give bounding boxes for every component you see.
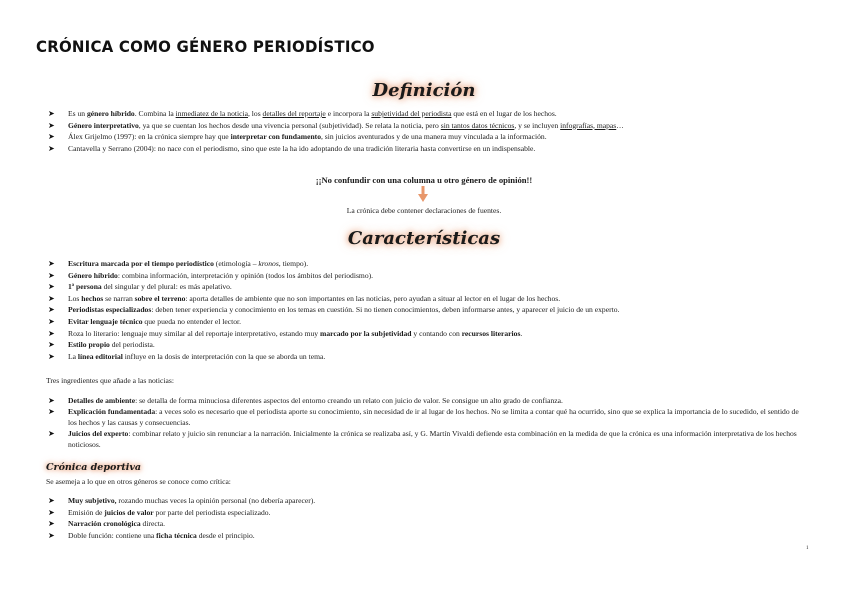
list-item: ➤ 1ª persona del singular y del plural: es más apelativo. xyxy=(48,282,232,292)
list-item: ➤ Es un género híbrido. Combina la inmediatez de la noticia, los detalles del reportaje e incorpora la subjetividad del periodista que está en el lugar de los hechos. xyxy=(48,109,557,118)
bullet-arrow-icon: ➤ xyxy=(48,407,55,416)
bullet-arrow-icon: ➤ xyxy=(48,351,55,361)
bullet-arrow-icon: ➤ xyxy=(48,496,55,505)
warning-text: ¡¡No confundir con una columna u otro género de opinión!! xyxy=(315,175,533,185)
bullet-arrow-icon: ➤ xyxy=(48,340,55,350)
caracteristicas-list xyxy=(46,258,806,362)
list-item: ➤ Roza lo literario: lenguaje muy similar al del reportaje interpretativo, estando muy marcado por la subjetividad y contando con recursos literarios. xyxy=(48,328,523,338)
list-item: ➤ La línea editorial influye en la dosis de interpretación con la que se aborda un tema. xyxy=(48,351,326,361)
list-item: ➤ Los hechos se narran sobre el terreno: aporta detalles de ambiente que no son importantes en las noticias, pero ayudan a situar al lector en el lugar de los hechos. xyxy=(48,293,561,303)
bullet-arrow-icon: ➤ xyxy=(48,507,55,517)
bullet-arrow-icon: ➤ xyxy=(48,259,55,268)
section-heading-caracteristicas-text: Características xyxy=(347,228,501,249)
bullet-arrow-icon: ➤ xyxy=(48,132,55,142)
bullet-arrow-icon: ➤ xyxy=(48,519,55,529)
note-text: La crónica debe contener declaraciones de fuentes. xyxy=(346,206,502,215)
list-item: ➤ Género interpretativo, ya que se cuentan los hechos desde una vivencia personal (subjetividad). Se relata la noticia, pero sin tantos datos técnicos, y se incluyen infografías, mapas… xyxy=(48,120,624,130)
list-item: ➤ Juicios del experto: combinar relato y juicio sin renunciar a la narración. Inicialmente la crónica se realizaba así, y G. Martín Vivaldi defiende esta combinación en la medida de que la crónica es una información interpretativa de los hechos noticiosos. xyxy=(48,429,797,449)
bullet-arrow-icon: ➤ xyxy=(48,396,55,405)
down-arrow-icon xyxy=(418,186,428,202)
definicion-list xyxy=(46,108,806,154)
list-item: ➤ Emisión de juicios de valor por parte del periodista especializado. xyxy=(48,507,271,517)
list-item: ➤ Estilo propio del periodista. xyxy=(48,340,155,350)
deportiva-list xyxy=(46,495,806,541)
page-title: CRÓNICA COMO GÉNERO PERIODÍSTICO xyxy=(36,37,375,57)
list-item: ➤ Detalles de ambiente: se detalla de forma minuciosa diferentes aspectos del entorno creando un relato con juicio de valor. Se consigue un alto grado de confianza. xyxy=(48,396,563,405)
deportiva-intro: Se asemeja a lo que en otros géneros se conoce como crítica: xyxy=(46,477,231,486)
bullet-arrow-icon: ➤ xyxy=(48,316,55,326)
bullet-arrow-icon: ➤ xyxy=(48,305,55,315)
section-heading-definicion xyxy=(0,80,848,101)
list-item: ➤ Género híbrido: combina información, interpretación y opinión (todos los ámbitos del periodismo). xyxy=(48,270,374,280)
page-number: 1 xyxy=(806,546,809,551)
bullet-arrow-icon: ➤ xyxy=(48,109,55,118)
list-item: ➤ Periodistas especializados: deben tener experiencia y conocimiento en los temas en cuestión. Si no tienen conocimientos, deben informarse antes, y aparecer el juicio de un experto. xyxy=(48,305,620,315)
list-item: ➤ Cantavella y Serrano (2004): no nace con el periodismo, sino que este la ha ido adoptando de una tradición literaria hasta convertirse en un indispensable. xyxy=(48,143,536,153)
bullet-arrow-icon: ➤ xyxy=(48,270,55,280)
list-item: ➤ Muy subjetivo, rozando muchas veces la opinión personal (no debería aparecer). xyxy=(48,496,316,505)
section-heading-definicion-text: Definición xyxy=(372,80,476,101)
list-item: ➤ Narración cronológica directa. xyxy=(48,519,166,529)
list-item: ➤ Evitar lenguaje técnico que pueda no entender el lector. xyxy=(48,316,241,326)
bullet-arrow-icon: ➤ xyxy=(48,328,55,338)
list-item: ➤ Doble función: contiene una ficha técnica desde el principio. xyxy=(48,530,255,540)
bullet-arrow-icon: ➤ xyxy=(48,429,55,438)
bullet-arrow-icon: ➤ xyxy=(48,143,55,153)
section-heading-caracteristicas xyxy=(0,228,848,249)
bullet-arrow-icon: ➤ xyxy=(48,530,55,540)
bullet-arrow-icon: ➤ xyxy=(48,282,55,292)
subheading-cronica-deportiva: Crónica deportiva xyxy=(46,462,142,473)
list-item: ➤ Escritura marcada por el tiempo periodístico (etimología – kronos, tiempo). xyxy=(48,259,309,268)
ingredientes-list xyxy=(46,395,806,450)
ingredientes-intro: Tres ingredientes que añade a las noticias: xyxy=(46,376,174,385)
bullet-arrow-icon: ➤ xyxy=(48,293,55,303)
list-item: ➤ Álex Grijelmo (1997): en la crónica siempre hay que interpretar con fundamento, sin juicios aventurados y de una manera muy vinculada a la información. xyxy=(48,132,547,142)
list-item: ➤ Explicación fundamentada: a veces solo es necesario que el periodista aporte su conocimiento, sin necesidad de ir al lugar de los hechos. No se limita a contar qué ha ocurrido, sino que se explica la importancia de lo sucedido, el sentido de los hechos y las causas y consecuencias. xyxy=(48,407,799,427)
bullet-arrow-icon: ➤ xyxy=(48,120,55,130)
